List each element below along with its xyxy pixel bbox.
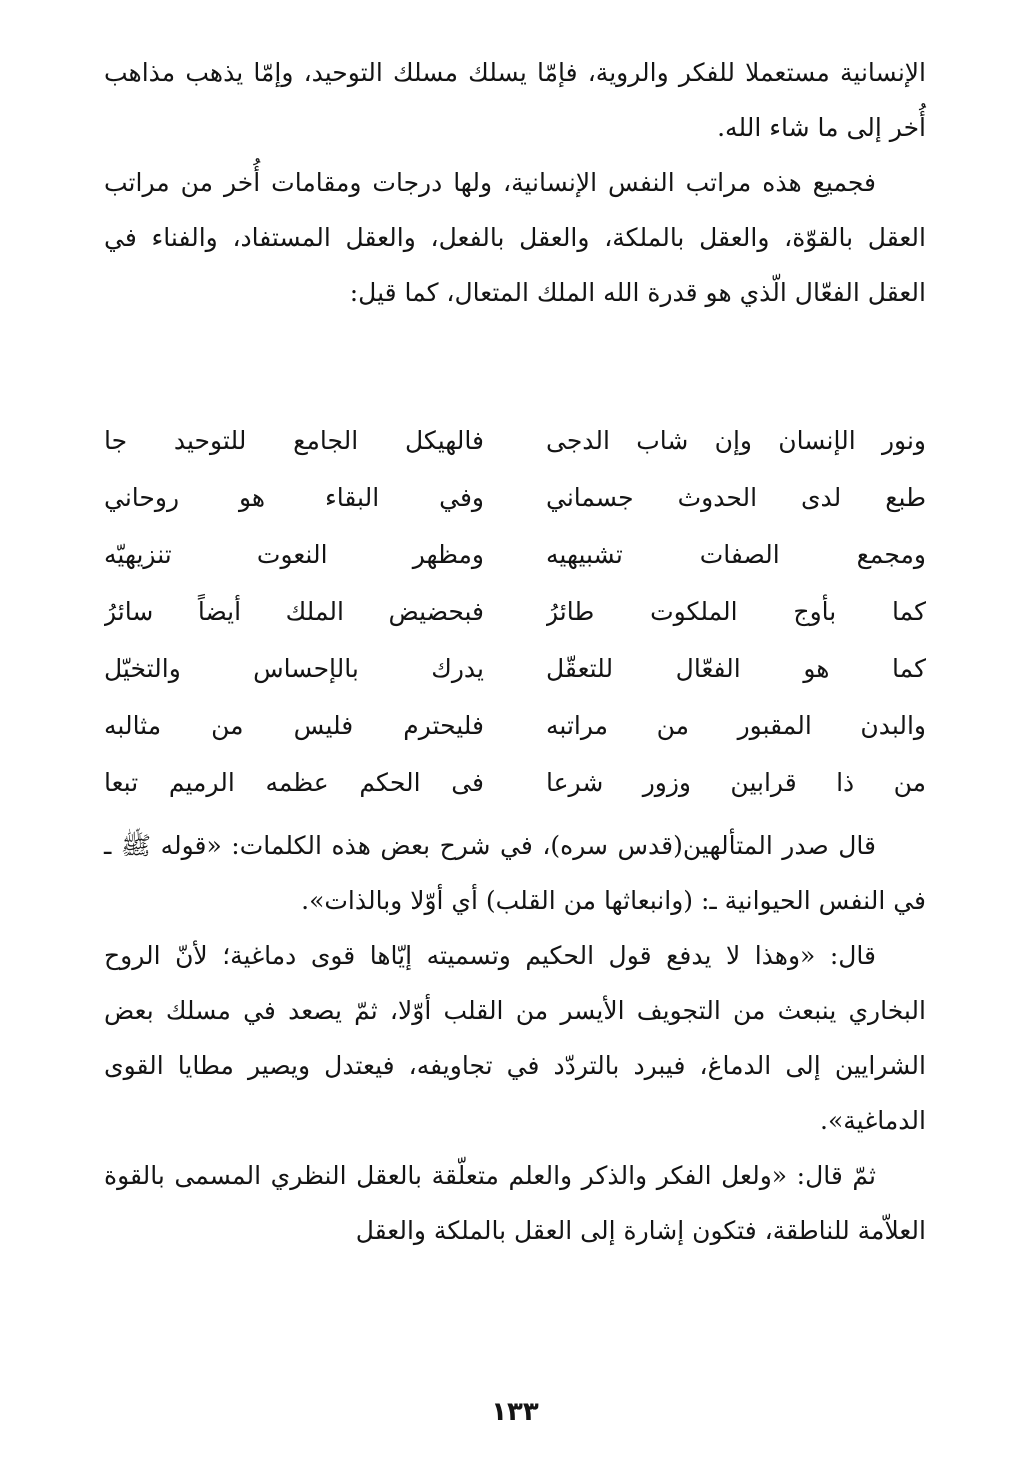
verse-right-hemistich: كما بأوج الملكوت طائرُ [546, 597, 926, 626]
verse-right-hemistich: من ذا قرابين وزور شرعا [546, 768, 926, 797]
poem-verse-2 [104, 469, 926, 526]
verse-left-hemistich: فالهيكل الجامع للتوحيد جا [104, 426, 484, 455]
paragraph-2: فجميع هذه مراتب النفس الإنسانية، ولها درجات ومقامات أُخر من مراتب العقل بالقوّة، والعقل بالملكة، والعقل بالفعل، والعقل المستفاد، والفناء في العقل الفعّال الّذي هو قدرة الله الملك المتعال، كما قيل: [104, 168, 926, 307]
verse-left-hemistich: فى الحكم عظمه الرميم تبعا [104, 768, 484, 797]
poem-block [104, 412, 926, 811]
verse-left-hemistich: فبحضيض الملك أيضاً سائرُ [104, 597, 484, 626]
poem-verse-4 [104, 583, 926, 640]
verse-left-hemistich: يدرك بالإحساس والتخيّل [104, 654, 484, 683]
paragraph-5: ثمّ قال: «ولعل الفكر والذكر والعلم متعلّقة بالعقل النظري المسمى بالقوة العلاّمة للناطقة، فتكون إشارة إلى العقل بالملكة والعقل [104, 1161, 926, 1245]
bottom-text-block [104, 818, 926, 1258]
verse-right-hemistich: ونور الإنسان وإن شاب الدجى [546, 426, 926, 455]
verse-right-hemistich: والبدن المقبور من مراتبه [546, 711, 926, 740]
verse-left-hemistich: فليحترم فليس من مثالبه [104, 711, 484, 740]
page-number: ١٣٣ [491, 1397, 539, 1427]
paragraph-3: قال صدر المتألهين(قدس سره)، في شرح بعض هذه الكلمات: «قوله ﷺ ـ في النفس الحيوانية ـ: (وانبعاثها من القلب) أي أوّلا وبالذات». [104, 831, 926, 915]
top-text-block [104, 45, 926, 320]
poem-verse-5 [104, 640, 926, 697]
poem-verse-6 [104, 697, 926, 754]
verse-right-hemistich: طبع لدى الحدوث جسماني [546, 483, 926, 512]
verse-left-hemistich: ومظهر النعوت تنزيهيّه [104, 540, 484, 569]
poem-verse-3 [104, 526, 926, 583]
verse-right-hemistich: ومجمع الصفات تشبيهيه [546, 540, 926, 569]
verse-left-hemistich: وفي البقاء هو روحاني [104, 483, 484, 512]
paragraph-1: الإنسانية مستعملا للفكر والروية، فإمّا يسلك مسلك التوحيد، وإمّا يذهب مذاهب أُخر إلى ما شاء الله. [104, 58, 926, 142]
poem-verse-1 [104, 412, 926, 469]
verse-right-hemistich: كما هو الفعّال للتعقّل [546, 654, 926, 683]
paragraph-4: قال: «وهذا لا يدفع قول الحكيم وتسميته إيّاها قوى دماغية؛ لأنّ الروح البخاري ينبعث من التجويف الأيسر من القلب أوّلا، ثمّ يصعد في مسلك بعض الشرايين إلى الدماغ، فيبرد بالتردّد في تجاويفه، فيعتدل ويصير مطايا القوى الدماغية». [104, 941, 926, 1135]
poem-verse-7 [104, 754, 926, 811]
